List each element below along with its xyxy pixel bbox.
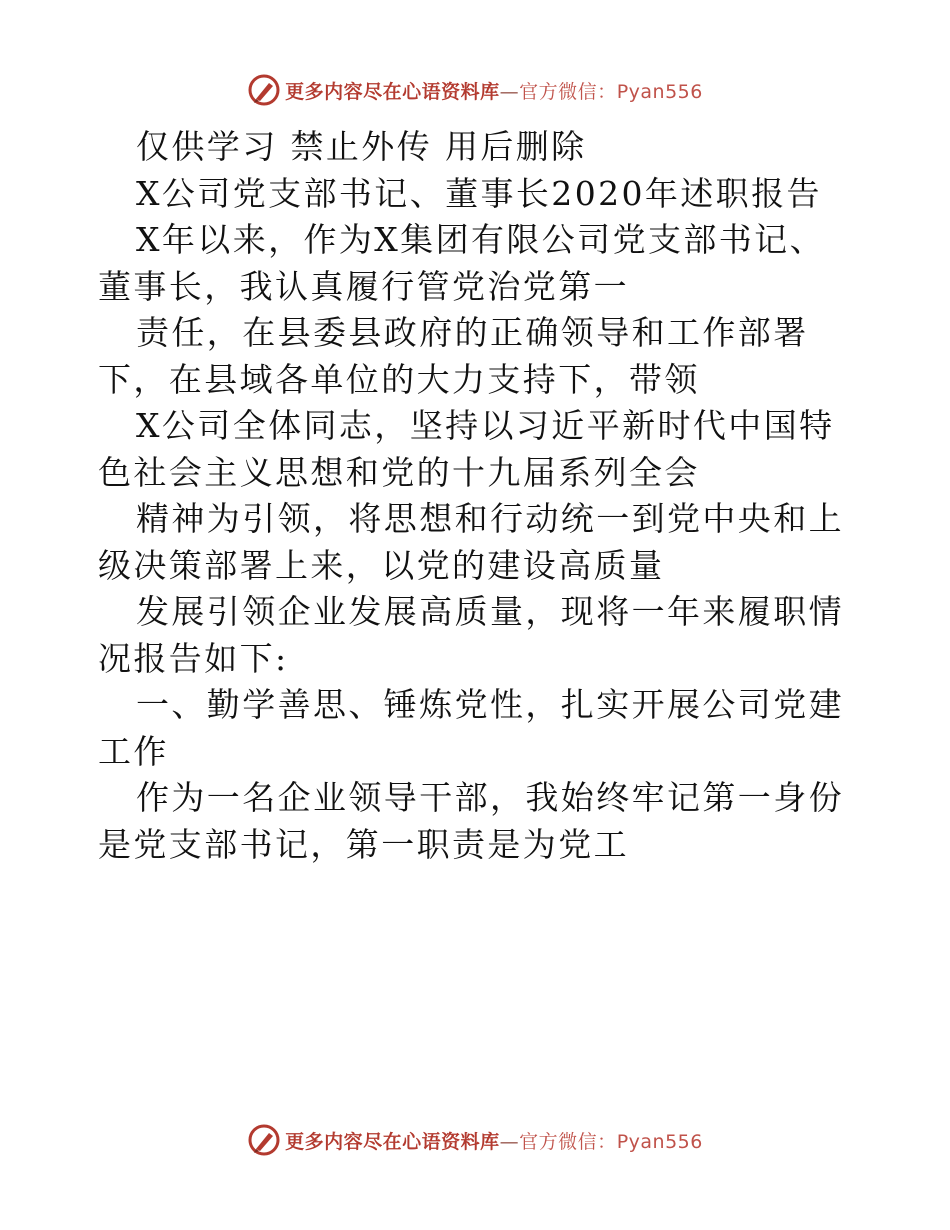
watermark-separator: — xyxy=(499,1130,520,1153)
watermark-wechat-id: Pyan556 xyxy=(616,80,703,103)
header-watermark xyxy=(0,70,950,110)
notice-line: 仅供学习 禁止外传 用后删除 xyxy=(136,127,587,166)
watermark-brand: 更多内容尽在心语资料库 xyxy=(285,80,500,103)
watermark-wechat-label: 官方微信： xyxy=(519,1130,617,1153)
pen-logo-icon xyxy=(247,1123,281,1157)
footer-watermark xyxy=(0,1120,950,1160)
section-heading: 一、勤学善思、锤炼党性，扎实开展公司党建工作 xyxy=(98,685,844,771)
watermark-wechat-id: Pyan556 xyxy=(616,1130,703,1153)
body-paragraph: X公司全体同志，坚持以习近平新时代中国特色社会主义思想和党的十九届系列全会 xyxy=(98,406,835,492)
body-paragraph: 精神为引领，将思想和行动统一到党中央和上级决策部署上来，以党的建设高质量 xyxy=(98,499,844,585)
document-body xyxy=(98,124,858,868)
body-paragraph: 发展引领企业发展高质量，现将一年来履职情况报告如下: xyxy=(98,592,844,678)
watermark-brand: 更多内容尽在心语资料库 xyxy=(285,1130,500,1153)
body-paragraph: 责任，在县委县政府的正确领导和工作部署下，在县域各单位的大力支持下，带领 xyxy=(98,313,809,399)
body-paragraph: 作为一名企业领导干部，我始终牢记第一身份是党支部书记，第一职责是为党工 xyxy=(98,778,844,864)
document-title: X公司党支部书记、董事长2020年述职报告 xyxy=(136,173,822,213)
body-paragraph: X年以来，作为X集团有限公司党支部书记、董事长，我认真履行管党治党第一 xyxy=(98,220,825,306)
watermark-wechat-label: 官方微信： xyxy=(519,80,617,103)
watermark-separator: — xyxy=(499,80,520,103)
pen-logo-icon xyxy=(247,73,281,107)
